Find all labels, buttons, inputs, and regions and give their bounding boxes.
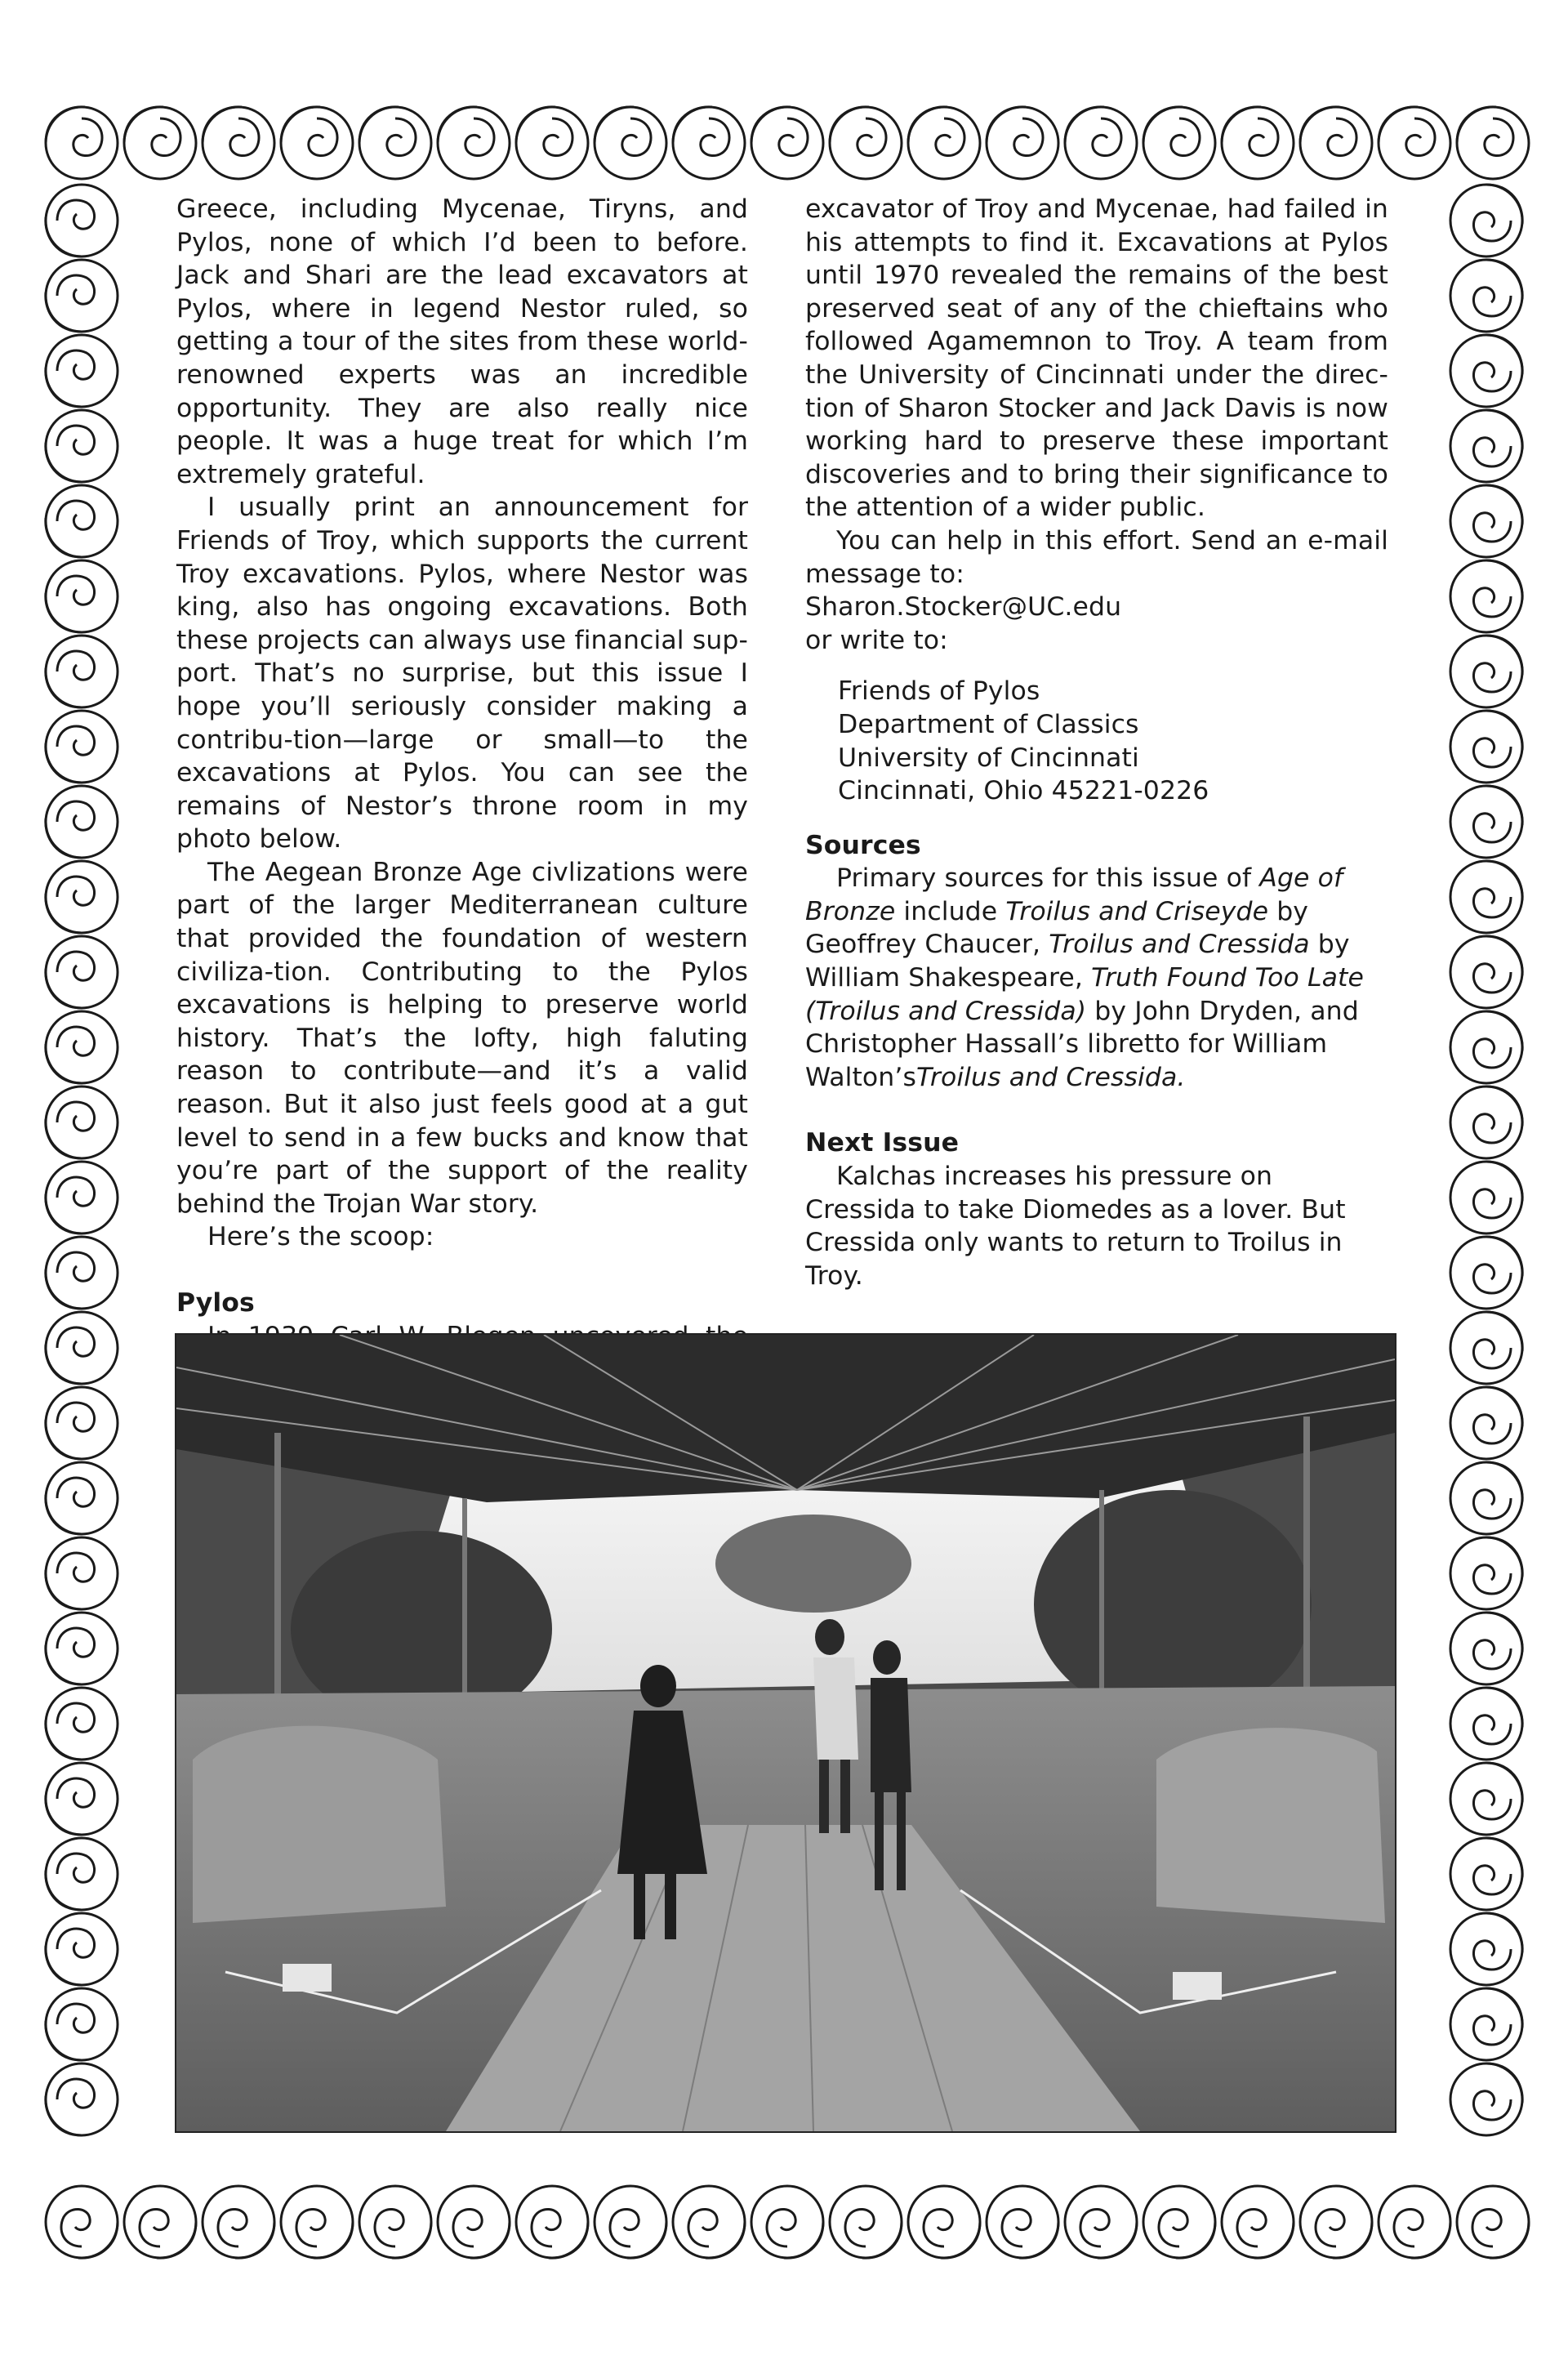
border-spiral-left <box>46 1462 118 1534</box>
border-spiral-left <box>46 936 118 1008</box>
border-spiral-left <box>46 410 118 482</box>
sources-title-age-of-bronze: Age of Bronze <box>805 863 1343 926</box>
border-spiral-left <box>46 1763 118 1835</box>
border-spiral-right <box>1450 1237 1522 1309</box>
or-write-to: or write to: <box>805 625 948 655</box>
border-spiral-left <box>46 1613 118 1684</box>
border-spiral-top <box>46 107 118 179</box>
border-spiral-bottom <box>124 2186 196 2258</box>
border-spiral-right <box>1450 485 1522 557</box>
sources-text-5: by John Dryden, and Christopher Hassall’s libretto for William Walton’s <box>805 996 1359 1092</box>
border-spiral-left <box>46 1838 118 1910</box>
border-spiral-right <box>1450 1387 1522 1459</box>
border-spiral-bottom <box>673 2186 745 2258</box>
border-spiral-left <box>46 485 118 557</box>
next-issue-paragraph: Kalchas increases his pressure on Cressida to take Diomedes as a lover. But Cressida only wants to return to Troilus in Troy. <box>805 1162 1346 1291</box>
border-spiral-left <box>46 711 118 783</box>
border-spiral-right <box>1450 1312 1522 1384</box>
border-spiral-top <box>438 107 510 179</box>
border-spiral-left <box>46 1688 118 1760</box>
border-spiral-right <box>1450 786 1522 858</box>
throne-room-photo <box>175 1333 1396 2133</box>
border-spiral-right <box>1450 936 1522 1008</box>
border-spiral-left <box>46 1913 118 1985</box>
border-spiral-top <box>987 107 1058 179</box>
border-spiral-top <box>359 107 431 179</box>
border-spiral-right <box>1450 711 1522 783</box>
border-spiral-right <box>1450 636 1522 707</box>
border-spiral-bottom <box>830 2186 902 2258</box>
border-spiral-top <box>1457 107 1529 179</box>
border-spiral-left <box>46 560 118 632</box>
right-text-column <box>805 193 1388 1292</box>
border-spiral-right <box>1450 1763 1522 1835</box>
border-spiral-right <box>1450 560 1522 632</box>
border-spiral-bottom <box>1457 2186 1529 2258</box>
sources-title-dryden: Truth Found Too Late (Troilus and Cressida) <box>805 963 1364 1026</box>
border-spiral-bottom <box>1065 2186 1137 2258</box>
border-spiral-top <box>830 107 902 179</box>
border-spiral-top <box>1065 107 1137 179</box>
next-issue-heading: Next Issue <box>805 1128 960 1158</box>
border-spiral-left <box>46 1537 118 1609</box>
border-spiral-top <box>1379 107 1450 179</box>
sources-title-shakespeare: Troilus and Cressida <box>1049 930 1310 960</box>
right-paragraph-2: You can help in this effort. Send an e-mail message to: <box>805 525 1388 589</box>
border-spiral-left <box>46 786 118 858</box>
sources-text-2: include <box>895 896 1006 926</box>
border-spiral-bottom <box>281 2186 353 2258</box>
border-spiral-right <box>1450 1613 1522 1684</box>
border-spiral-bottom <box>1300 2186 1372 2258</box>
sources-text-1: Primary sources for this issue of <box>836 863 1260 894</box>
border-spiral-left <box>46 861 118 933</box>
border-spiral-right <box>1450 1838 1522 1910</box>
border-spiral-top <box>1143 107 1215 179</box>
border-spiral-top <box>1300 107 1372 179</box>
border-spiral-right <box>1450 335 1522 407</box>
border-spiral-bottom <box>516 2186 588 2258</box>
border-spiral-bottom <box>987 2186 1058 2258</box>
border-spiral-top <box>124 107 196 179</box>
border-spiral-right <box>1450 185 1522 257</box>
border-spiral-left <box>46 636 118 707</box>
left-paragraph-1: Greece, including Mycenae, Tiryns, and Pylos, none of which I’d been to before. Jack and Shari are the lead excavators at Pylos, where in legend Nestor ruled, so getting a tour of the sites from these world-renowned experts was an incredible opportunity. They are also really nice people. It was a huge treat for which I’m extremely grateful. <box>176 194 748 489</box>
border-spiral-top <box>673 107 745 179</box>
border-spiral-right <box>1450 260 1522 332</box>
border-spiral-left <box>46 260 118 332</box>
border-spiral-bottom <box>1143 2186 1215 2258</box>
border-spiral-right <box>1450 1988 1522 2060</box>
border-spiral-left <box>46 1312 118 1384</box>
border-spiral-right <box>1450 1688 1522 1760</box>
sources-heading: Sources <box>805 830 921 860</box>
border-spiral-left <box>46 1237 118 1309</box>
address-line-2: Department of Classics <box>838 709 1139 739</box>
border-spiral-left <box>46 1988 118 2060</box>
border-spiral-right <box>1450 1086 1522 1158</box>
border-spiral-top <box>203 107 274 179</box>
border-spiral-right <box>1450 1462 1522 1534</box>
border-spiral-left <box>46 2063 118 2135</box>
sources-title-walton: Troilus and Cressida. <box>916 1062 1186 1092</box>
border-spiral-right <box>1450 1162 1522 1234</box>
border-spiral-left <box>46 1086 118 1158</box>
border-spiral-bottom <box>751 2186 823 2258</box>
border-spiral-bottom <box>438 2186 510 2258</box>
border-spiral-top <box>281 107 353 179</box>
mailing-address <box>838 675 1388 807</box>
sources-title-chaucer: Troilus and Criseyde <box>1005 896 1269 926</box>
border-spiral-left <box>46 1011 118 1083</box>
border-spiral-left <box>46 1387 118 1459</box>
sources-text-3: by Geoffrey Chaucer, <box>805 896 1309 960</box>
border-spiral-right <box>1450 1913 1522 1985</box>
left-paragraph-3: The Aegean Bronze Age civlizations were part of the larger Mediterranean culture that provided the foundation of western civiliza-tion. Contributing to the Pylos excavations is helping to preserve world history. That’s the lofty, high faluting reason to contribute—and it’s a valid reason. But it also just feels good at a gut level to send in a few bucks and know that you’re part of the support of the reality behind the Trojan War story. <box>176 857 748 1219</box>
border-spiral-right <box>1450 410 1522 482</box>
left-paragraph-4: Here’s the scoop: <box>207 1222 434 1252</box>
sources-text-4: by William Shakespeare, <box>805 930 1350 993</box>
contact-email[interactable]: Sharon.Stocker@UC.edu <box>805 592 1122 622</box>
border-spiral-right <box>1450 2063 1522 2135</box>
border-spiral-bottom <box>359 2186 431 2258</box>
address-line-1: Friends of Pylos <box>838 676 1040 707</box>
pylos-heading: Pylos <box>176 1288 255 1318</box>
border-spiral-bottom <box>203 2186 274 2258</box>
border-spiral-bottom <box>46 2186 118 2258</box>
left-paragraph-2: I usually print an announcement for Friends of Troy, which supports the current Troy excavations. Pylos, where Nestor was king, also has ongoing excavations. Both these projects can always use financial sup-port. That’s no surprise, but this issue I hope you’ll seriously consider making a contribu-tion—large or small—to the excavations at Pylos. You can see the remains of Nestor’s throne room in my photo below. <box>176 493 748 854</box>
border-spiral-right <box>1450 1537 1522 1609</box>
border-spiral-right <box>1450 1011 1522 1083</box>
left-text-column <box>176 193 748 1419</box>
border-spiral-right <box>1450 861 1522 933</box>
border-spiral-top <box>595 107 666 179</box>
address-line-3: University of Cincinnati <box>838 743 1139 773</box>
border-spiral-left <box>46 1162 118 1234</box>
border-spiral-bottom <box>1379 2186 1450 2258</box>
border-spiral-bottom <box>595 2186 666 2258</box>
border-spiral-bottom <box>908 2186 980 2258</box>
border-spiral-left <box>46 335 118 407</box>
border-spiral-top <box>516 107 588 179</box>
border-spiral-top <box>1222 107 1294 179</box>
right-paragraph-1: excavator of Troy and Mycenae, had failed in his attempts to find it. Excavations at Pylos until 1970 revealed the remains of the best preserved seat of any of the chieftains who followed Agamemnon to Troy. A team from the University of Cincinnati under the direc-tion of Sharon Stocker and Jack Davis is now working hard to preserve these important discoveries and to bring their significance to the attention of a wider public. <box>805 194 1388 523</box>
border-spiral-top <box>751 107 823 179</box>
sources-paragraph <box>805 862 1388 1094</box>
border-spiral-bottom <box>1222 2186 1294 2258</box>
border-spiral-top <box>908 107 980 179</box>
address-line-4: Cincinnati, Ohio 45221-0226 <box>838 776 1209 806</box>
border-spiral-left <box>46 185 118 257</box>
